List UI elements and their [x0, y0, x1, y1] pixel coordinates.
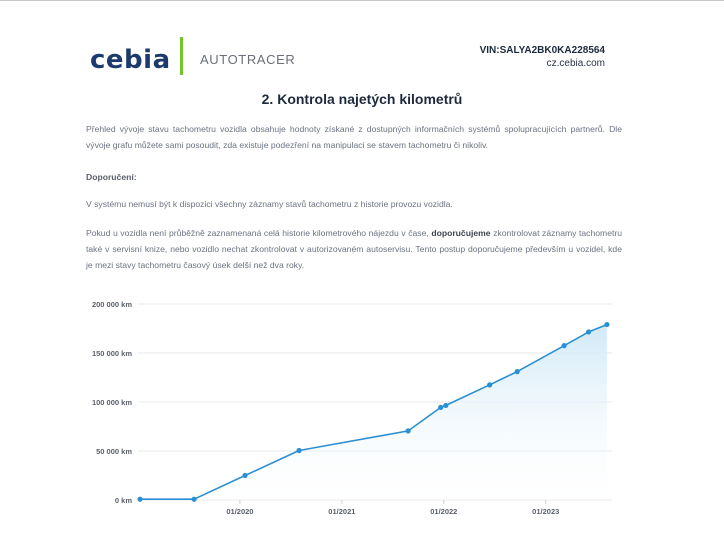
- y-tick-label: 200 000 km: [91, 300, 132, 309]
- data-point[interactable]: [586, 329, 591, 334]
- data-point[interactable]: [561, 343, 566, 348]
- recommendation-heading: Doporučení:: [86, 172, 137, 182]
- recommendation-text-b: zkontrolovat záznamy tachometru také v servisní knize, nebo vozidlo nechat zkontrolovat v autorizovaném autoservisu. Tento postup doporučujeme především u vozidel, kde je mezi stavy tachometru časový úsek delší než dva roky.: [86, 228, 622, 270]
- section-title: 2. Kontrola najetých kilometrů: [261, 91, 463, 107]
- y-tick-label: 0 km: [114, 496, 132, 505]
- data-point[interactable]: [137, 497, 142, 502]
- product-name: AUTOTRACER: [200, 52, 296, 67]
- data-point[interactable]: [296, 448, 301, 453]
- data-point[interactable]: [191, 497, 196, 502]
- data-point[interactable]: [487, 382, 492, 387]
- y-tick-label: 100 000 km: [91, 398, 132, 407]
- logo-divider: [180, 37, 183, 75]
- x-tick-label: 01/2020: [226, 507, 254, 516]
- data-point[interactable]: [604, 322, 609, 327]
- x-tick-label: 01/2022: [430, 507, 458, 516]
- recommendation-emphasis: doporučujeme: [431, 228, 491, 238]
- chart-area-fill: [140, 325, 607, 500]
- recommendation-note: V systému nemusí být k dispozici všechny záznamy stavů tachometru z historie provozu vozidla.: [86, 199, 453, 209]
- data-point[interactable]: [443, 403, 448, 408]
- data-point[interactable]: [406, 428, 411, 433]
- recommendation-text-a: Pokud u vozidla není průběžně zaznamenaná celá historie kilometrového nájezdu v čase,: [86, 228, 432, 238]
- intro-paragraph: Přehled vývoje stavu tachometru vozidla obsahuje hodnoty získané z dostupných informačních systémů spolupracujících partnerů. Dle vývoje grafu můžete sami posoudit, zda existuje podezření na manipulaci se stavem tachometru či nikoliv.: [86, 124, 622, 150]
- y-tick-label: 50 000 km: [96, 447, 132, 456]
- data-point[interactable]: [242, 473, 247, 478]
- recommendation-paragraph: [86, 225, 622, 273]
- odometer-chart: [80, 292, 620, 522]
- x-tick-label: 01/2021: [328, 507, 356, 516]
- data-point[interactable]: [438, 405, 443, 410]
- x-tick-label: 01/2023: [532, 507, 560, 516]
- data-point[interactable]: [515, 369, 520, 374]
- logo-wordmark: cebia: [90, 45, 171, 75]
- area-fill: [140, 325, 607, 500]
- cebia-logo: [90, 40, 171, 80]
- top-divider: [0, 0, 724, 1]
- y-tick-label: 150 000 km: [91, 349, 132, 358]
- vin-number: VIN:SALYA2BK0KA228564: [479, 45, 605, 56]
- site-link[interactable]: cz.cebia.com: [546, 58, 605, 69]
